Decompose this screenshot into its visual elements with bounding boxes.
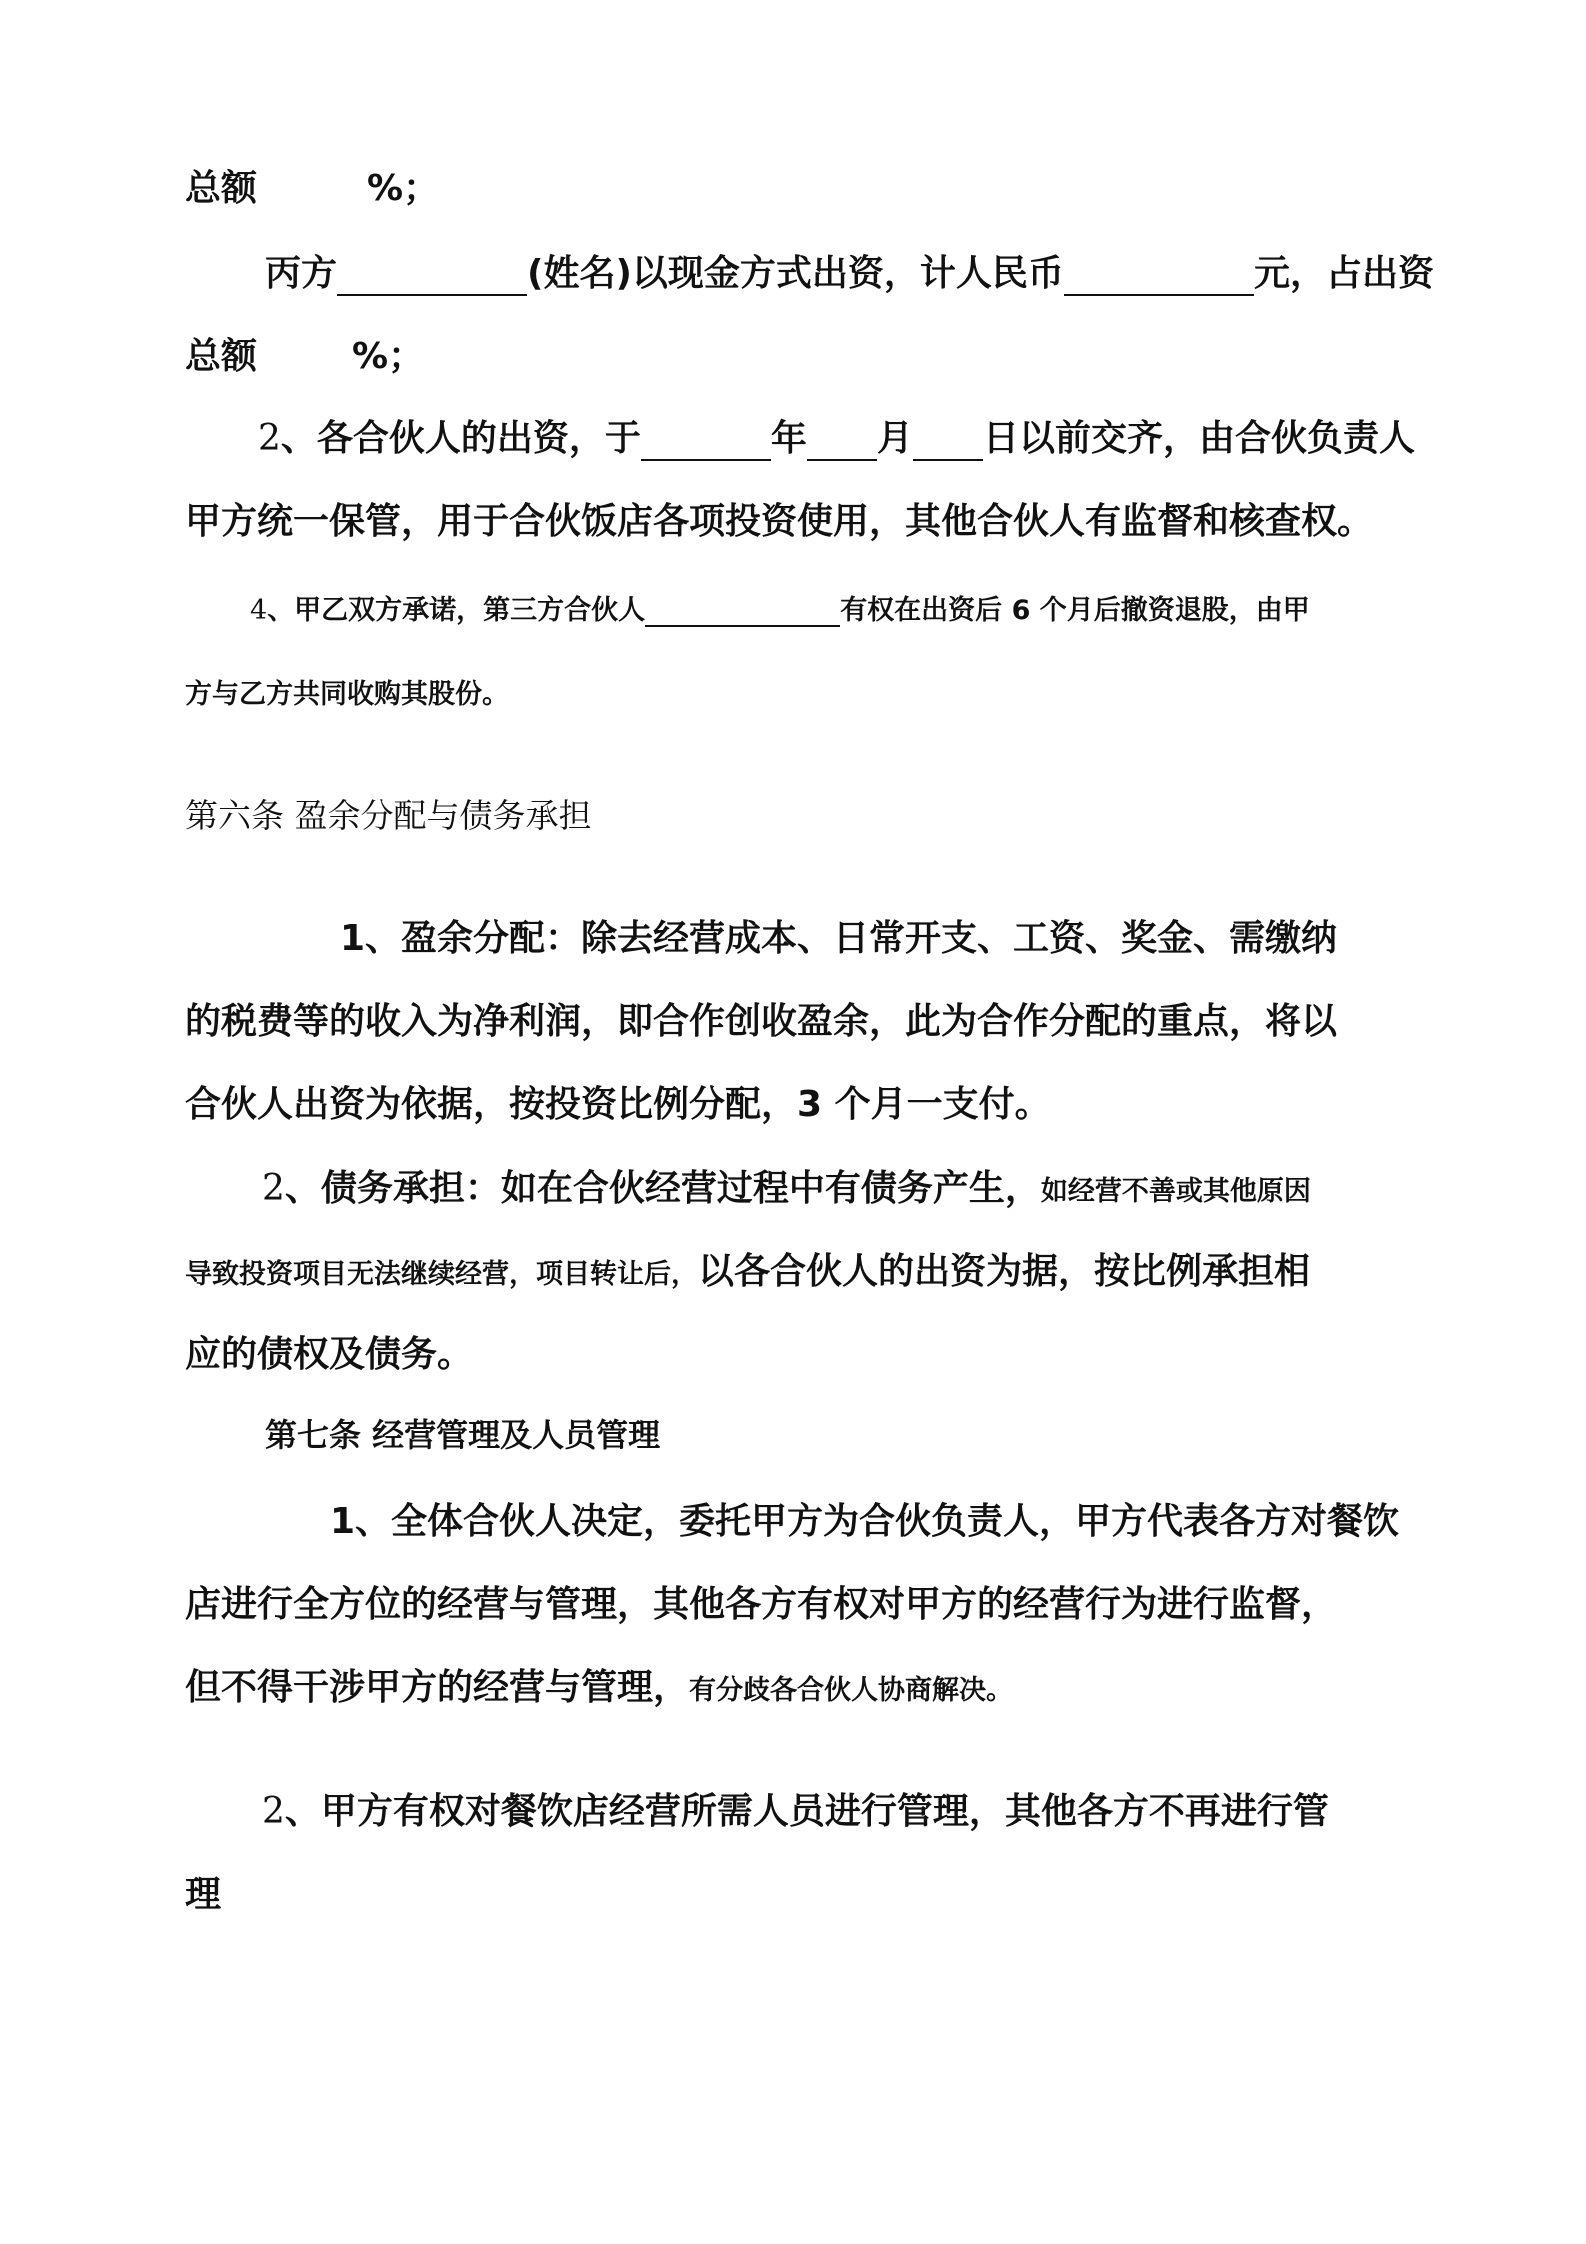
clause-text-small: 如经营不善或其他原因 <box>1040 1176 1311 1207</box>
clause-text: 日以前交齐，由合伙负责人 <box>982 418 1415 459</box>
clause-text: 但不得干涉甲方的经营与管理， <box>185 1667 690 1708</box>
article-7-clause-1-line-1: 1、全体合伙人决定，委托甲方为合伙负责人，甲方代表各方对餐饮 <box>330 1501 1400 1542</box>
article-7-heading: 第七条 经营管理及人员管理 <box>265 1416 661 1454</box>
article-7-clause-2-line-2: 理 <box>185 1874 222 1915</box>
p1-tail-line <box>185 160 439 211</box>
month-label: 月 <box>876 418 913 459</box>
clause-text: 、甲乙双方承诺，第三方合伙人 <box>267 595 646 626</box>
clause-text-small: 有分歧各合伙人协商解决。 <box>689 1675 1014 1706</box>
percent-sign: %； <box>367 168 440 209</box>
month-blank <box>807 421 877 461</box>
party-c-text-end: 元，占出资 <box>1253 253 1434 294</box>
article-6-heading: 第六条 盈余分配与债务承担 <box>185 796 592 835</box>
party-c-text: (姓名)以现金方式出资，计人民币 <box>527 253 1064 294</box>
article-7-clause-2-line-1 <box>262 1783 1329 1834</box>
party-c-line <box>265 245 1434 296</box>
percent-sign: %； <box>352 336 425 377</box>
day-blank <box>913 421 983 461</box>
clause-text: 、债务承担：如在合伙经营过程中有债务产生， <box>284 1168 1041 1209</box>
clause-text: 以各合伙人的出资为据，按比例承担相 <box>698 1251 1311 1292</box>
clause-text: 有权在出资后 6 个月后撤资退股，由甲 <box>840 595 1310 626</box>
article-6-clause-1-line-3: 合伙人出资为依据，按投资比例分配，3 个月一支付。 <box>185 1084 1051 1125</box>
clause-text: 、各合伙人的出资，于 <box>280 418 641 459</box>
party-c-total-line <box>185 328 424 379</box>
clause-number: 2 <box>258 418 281 459</box>
article-6-clause-2-line-1 <box>262 1160 1311 1211</box>
year-label: 年 <box>770 418 807 459</box>
clause-2-line-1 <box>258 410 1415 461</box>
total-label: 总额 <box>185 168 258 209</box>
total-label: 总额 <box>185 336 258 377</box>
article-6-clause-1-line-2: 的税费等的收入为净利润，即合作创收盈余，此为合作分配的重点，将以 <box>185 1001 1338 1042</box>
clause-4-line-2: 方与乙方共同收购其股份。 <box>185 679 509 710</box>
article-7-clause-1-line-3 <box>185 1659 1013 1710</box>
clause-text: 、甲方有权对餐饮店经营所需人员进行管理，其他各方不再进行管 <box>284 1791 1329 1832</box>
third-partner-blank <box>645 597 840 627</box>
article-6-clause-2-line-3: 应的债权及债务。 <box>185 1334 474 1375</box>
party-c-name-blank <box>337 256 527 296</box>
party-c-amount-blank <box>1064 256 1254 296</box>
clause-text-small: 导致投资项目无法继续经营，项目转让后， <box>185 1259 698 1290</box>
year-blank <box>641 421 771 461</box>
clause-number: 2 <box>262 1168 285 1209</box>
clause-2-line-2: 甲方统一保管，用于合伙饭店各项投资使用，其他合伙人有监督和核查权。 <box>185 501 1374 542</box>
article-7-clause-1-line-2: 店进行全方位的经营与管理，其他各方有权对甲方的经营行为进行监督， <box>185 1584 1338 1625</box>
clause-number: 4 <box>250 595 268 626</box>
article-6-clause-1-line-1: 1、盈余分配：除去经营成本、日常开支、工资、奖金、需缴纳 <box>340 918 1338 959</box>
clause-number: 2 <box>262 1791 285 1832</box>
article-6-clause-2-line-2 <box>185 1243 1310 1294</box>
clause-4-line-1 <box>250 588 1310 627</box>
party-c-label: 丙方 <box>265 253 338 294</box>
